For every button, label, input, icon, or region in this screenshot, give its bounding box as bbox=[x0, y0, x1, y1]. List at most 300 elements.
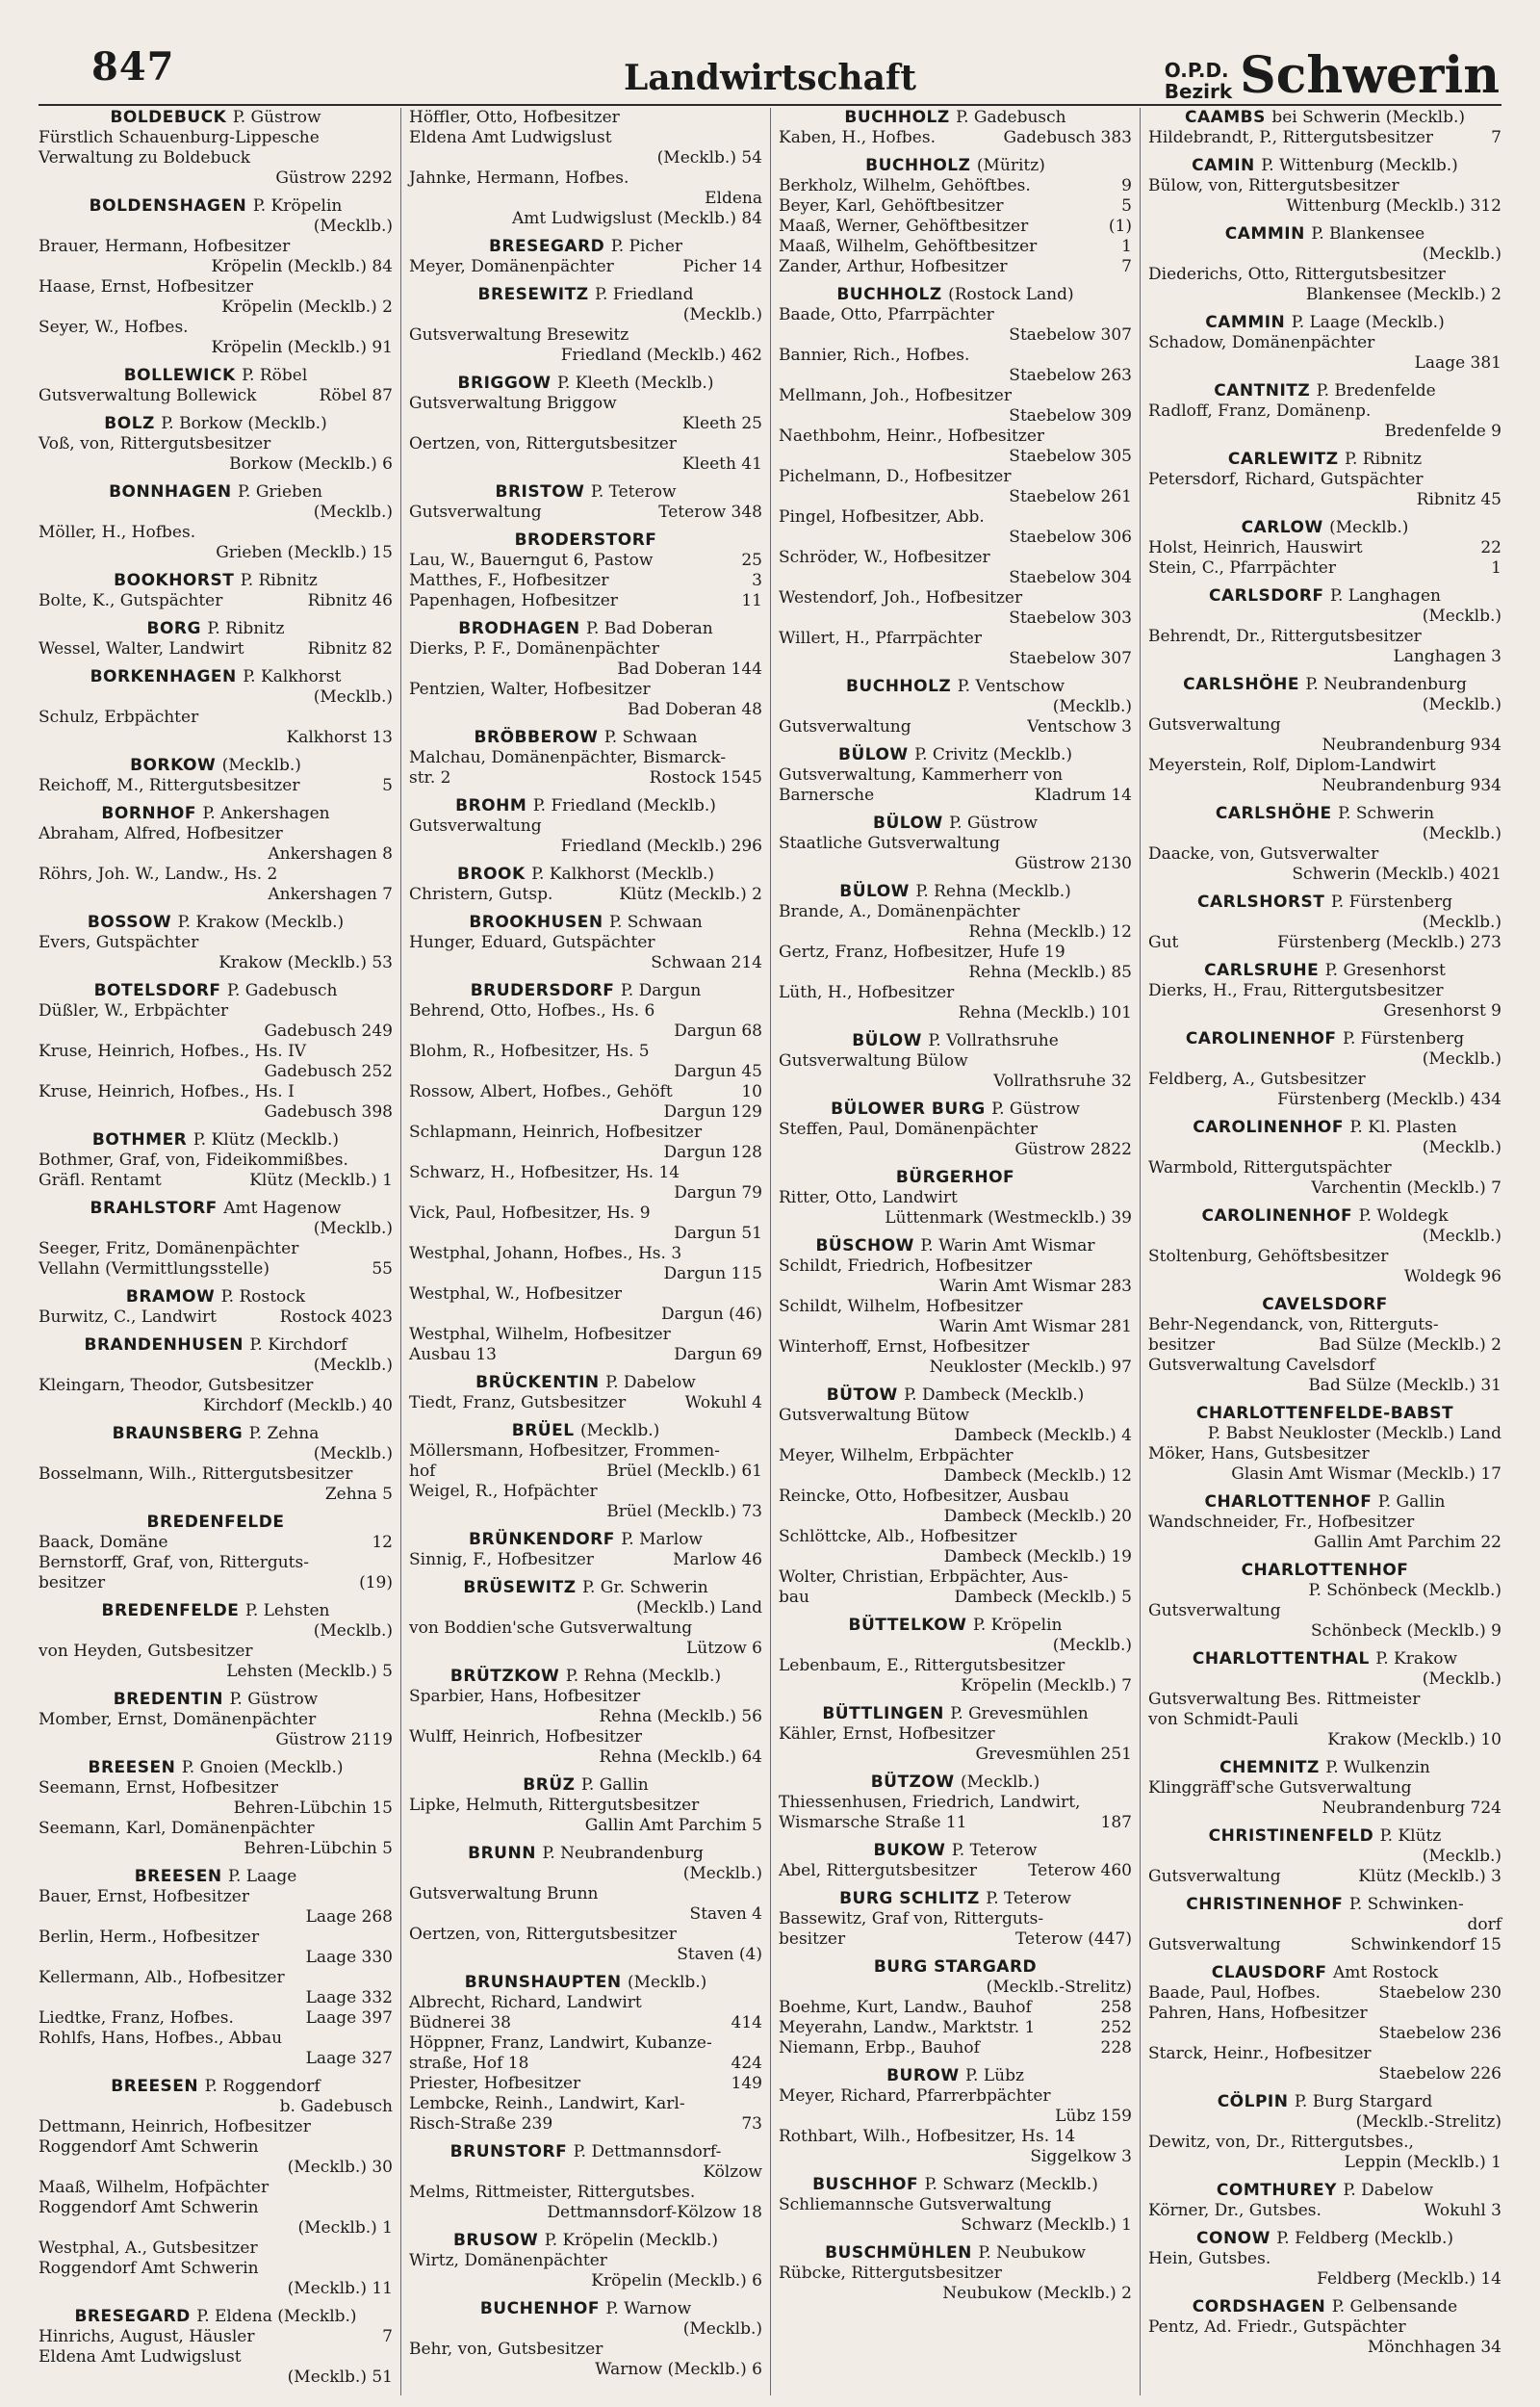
entry-line: Westphal, A., Gutsbesitzer bbox=[38, 2239, 258, 2258]
post-office: P. Dambeck (Mecklb.) bbox=[904, 1385, 1085, 1405]
entry-line bbox=[409, 2114, 762, 2135]
directory-entry bbox=[1148, 1826, 1502, 1887]
post-office: P. Güstrow bbox=[991, 1100, 1080, 1119]
entry-line: Diederichs, Otto, Rittergutsbesitzer bbox=[1148, 265, 1446, 284]
place-name: CARLSHÖHE bbox=[1183, 675, 1299, 694]
entry-line: Pahren, Hans, Hofbesitzer bbox=[1148, 2004, 1368, 2023]
post-office: (Mecklb.) bbox=[221, 756, 301, 775]
entry-line bbox=[38, 386, 393, 406]
entry-line: Roggendorf Amt Schwerin bbox=[38, 2137, 259, 2157]
entry-line: Dargun 129 bbox=[663, 1102, 762, 1122]
post-office: P. Kirchdorf bbox=[249, 1335, 347, 1355]
place-heading bbox=[38, 756, 393, 776]
post-office: P. Eldena (Mecklb.) bbox=[196, 2307, 357, 2326]
entry-line: Wolter, Christian, Erbpächter, Aus- bbox=[779, 1567, 1068, 1587]
entry-line: dorf bbox=[1467, 1915, 1502, 1934]
place-name: CLAUSDORF bbox=[1211, 1963, 1327, 1982]
entry-line: Woldegk 96 bbox=[1403, 1267, 1502, 1286]
place-heading bbox=[38, 1690, 393, 1710]
entry-text: Gutsverwaltung Bollewick bbox=[38, 386, 257, 405]
entry-line: Warin Amt Wismar 281 bbox=[938, 1317, 1132, 1336]
post-office: P. Friedland (Mecklb.) bbox=[532, 796, 716, 815]
entry-phone: 252 bbox=[1100, 2018, 1132, 2037]
post-office: P. Ventschow bbox=[957, 677, 1065, 696]
entry-line: Westphal, Wilhelm, Hofbesitzer bbox=[409, 1325, 671, 1344]
place-name: BÜLOW bbox=[852, 1031, 922, 1050]
entry-line: Güstrow 2119 bbox=[275, 1730, 393, 1749]
place-heading bbox=[1148, 224, 1502, 245]
directory-entry bbox=[38, 1758, 393, 1859]
directory-entry bbox=[38, 1867, 393, 2069]
entry-line: Schliemannsche Gutsverwaltung bbox=[779, 2195, 1052, 2214]
entry-line bbox=[409, 503, 762, 523]
post-office: P. Bredenfelde bbox=[1316, 381, 1436, 401]
post-office: P. Dettmannsdorf- bbox=[573, 2142, 722, 2161]
entry-line bbox=[409, 1550, 762, 1570]
entry-line: Kellermann, Alb., Hofbesitzer bbox=[38, 1968, 285, 1987]
entry-text: Kaben, H., Hofbes. bbox=[779, 128, 936, 147]
entry-line bbox=[409, 1345, 762, 1365]
entry-line: Seyer, W., Hofbes. bbox=[38, 318, 189, 337]
entry-phone: Picher 14 bbox=[682, 257, 762, 276]
entry-line: Staebelow 304 bbox=[1009, 568, 1132, 587]
entry-text: Risch-Straße 239 bbox=[409, 2114, 553, 2134]
place-heading bbox=[38, 619, 393, 639]
place-heading bbox=[409, 865, 762, 885]
entry-line: (Mecklb.) bbox=[1422, 607, 1502, 626]
directory-entry bbox=[779, 2066, 1132, 2167]
entry-line: Gutsverwaltung Bresewitz bbox=[409, 325, 629, 345]
entry-phone: Brüel (Mecklb.) 61 bbox=[606, 1462, 762, 1481]
post-office: P. Krakow bbox=[1375, 1649, 1458, 1669]
entry-text: besitzer bbox=[38, 1573, 106, 1592]
entry-line bbox=[779, 217, 1132, 237]
place-name: BOLLEWICK bbox=[123, 366, 236, 385]
place-name: BUCHHOLZ bbox=[865, 156, 971, 175]
place-name: BRIGGOW bbox=[457, 374, 552, 393]
entry-text: Christern, Gutsp. bbox=[409, 885, 553, 904]
directory-entry bbox=[779, 814, 1132, 874]
entry-text: Gutsverwaltung bbox=[1148, 1867, 1281, 1886]
place-heading bbox=[38, 482, 393, 503]
place-heading bbox=[779, 1773, 1132, 1793]
entry-line: Staebelow 236 bbox=[1378, 2024, 1502, 2043]
post-office: P. Gallin bbox=[580, 1775, 649, 1795]
entry-line: Gallin Amt Parchim 22 bbox=[1313, 1533, 1502, 1552]
entry-line: Behr-Negendanck, von, Ritterguts- bbox=[1148, 1315, 1439, 1334]
entry-line: Behren-Lübchin 15 bbox=[233, 1799, 393, 1818]
place-name: BROOKHUSEN bbox=[469, 913, 603, 932]
entry-line: Kleeth 41 bbox=[681, 454, 762, 474]
entry-line bbox=[779, 1588, 1132, 1608]
post-office: (Mecklb.) bbox=[579, 1421, 660, 1440]
entry-line: Gallin Amt Parchim 5 bbox=[584, 1816, 762, 1835]
entry-text: Papenhagen, Hofbesitzer bbox=[409, 591, 618, 610]
place-name: BRÜEL bbox=[511, 1421, 575, 1440]
place-name: CAROLINENHOF bbox=[1193, 1118, 1344, 1137]
entry-line bbox=[779, 196, 1132, 217]
entry-line: Brüel (Mecklb.) 73 bbox=[606, 1502, 762, 1521]
entry-phone: Rostock 1545 bbox=[649, 768, 762, 788]
place-heading bbox=[779, 1031, 1132, 1051]
entry-phone: 1 bbox=[1491, 558, 1502, 578]
place-name: BRÜZ bbox=[523, 1775, 576, 1795]
entry-line: Höppner, Franz, Landwirt, Kubanze- bbox=[409, 2033, 712, 2053]
directory-entry bbox=[38, 571, 393, 611]
entry-line: Schulz, Erbpächter bbox=[38, 708, 199, 727]
entry-line: Kölzow bbox=[703, 2162, 762, 2182]
entry-phone: 10 bbox=[741, 1082, 762, 1101]
directory-entry bbox=[1148, 224, 1502, 305]
place-name: CORDSHAGEN bbox=[1192, 2297, 1326, 2316]
entry-line: (Mecklb.) bbox=[313, 687, 393, 707]
entry-line: Güstrow 2292 bbox=[275, 168, 393, 188]
entry-line: Staebelow 303 bbox=[1009, 608, 1132, 628]
entry-phone: 55 bbox=[372, 1259, 393, 1279]
entry-line: Lüth, H., Hofbesitzer bbox=[779, 983, 955, 1002]
entry-text: besitzer bbox=[1148, 1335, 1216, 1355]
entry-line: (Mecklb.-Strelitz) bbox=[1355, 2112, 1502, 2132]
post-office: P. Schwaan bbox=[603, 728, 698, 747]
entry-line bbox=[1148, 538, 1502, 558]
place-heading bbox=[779, 1704, 1132, 1724]
entry-line: Staebelow 226 bbox=[1378, 2064, 1502, 2083]
entry-phone: Staebelow 230 bbox=[1378, 1983, 1502, 2003]
place-heading bbox=[1148, 108, 1502, 128]
entry-line: Behrendt, Dr., Rittergutsbesitzer bbox=[1148, 627, 1422, 646]
directory-entry bbox=[409, 482, 762, 523]
entry-phone: Ribnitz 82 bbox=[307, 639, 393, 659]
entry-line: Gadebusch 252 bbox=[264, 1062, 393, 1081]
place-name: CARLSHORST bbox=[1196, 893, 1325, 912]
directory-entry bbox=[779, 1889, 1132, 1950]
entry-line bbox=[38, 2008, 393, 2029]
entry-line: (Mecklb.) 54 bbox=[656, 148, 762, 168]
place-name: CAMIN bbox=[1192, 156, 1255, 175]
directory-entry bbox=[1148, 450, 1502, 510]
post-office: P. Röbel bbox=[242, 366, 308, 385]
entry-line bbox=[779, 237, 1132, 257]
place-heading bbox=[1148, 518, 1502, 538]
place-heading bbox=[409, 1844, 762, 1864]
entry-line: Bad Sülze (Mecklb.) 31 bbox=[1308, 1376, 1502, 1395]
entry-text: Priester, Hofbesitzer bbox=[409, 2074, 581, 2093]
directory-entry bbox=[38, 981, 393, 1123]
entry-line: Gutsverwaltung Bülow bbox=[779, 1051, 968, 1071]
entry-line: Lützow 6 bbox=[685, 1639, 762, 1658]
place-name: BURG SCHLITZ bbox=[839, 1889, 980, 1908]
entry-line: (Mecklb.) bbox=[1052, 697, 1132, 716]
place-name: CARLEWITZ bbox=[1227, 450, 1339, 469]
place-name: BRISTOW bbox=[495, 482, 585, 502]
entry-line: Schlapmann, Heinrich, Hofbesitzer bbox=[409, 1123, 703, 1142]
entry-line: Maaß, Wilhelm, Hofpächter bbox=[38, 2178, 270, 2197]
directory-entry bbox=[1148, 2181, 1502, 2221]
place-name: CONOW bbox=[1196, 2229, 1270, 2248]
entry-line: Pentz, Ad. Friedr., Gutspächter bbox=[1148, 2317, 1406, 2337]
directory-entry bbox=[409, 374, 762, 475]
post-office: P. Rehna (Mecklb.) bbox=[915, 882, 1071, 901]
place-name: BORKOW bbox=[130, 756, 217, 775]
entry-line bbox=[1148, 1335, 1502, 1356]
entry-phone: 25 bbox=[741, 551, 762, 570]
entry-line: (Mecklb.) bbox=[1422, 1138, 1502, 1157]
entry-line: Roggendorf Amt Schwerin bbox=[38, 2198, 259, 2217]
entry-text: Baade, Paul, Hofbes. bbox=[1148, 1983, 1321, 2003]
entry-line: von Schmidt-Pauli bbox=[1148, 1710, 1298, 1729]
entry-line: Kröpelin (Mecklb.) 84 bbox=[211, 257, 393, 276]
entry-phone: Dargun 69 bbox=[674, 1345, 762, 1364]
entry-phone: 258 bbox=[1100, 1998, 1132, 2017]
place-name: BREESEN bbox=[111, 2077, 199, 2096]
entry-line: Staebelow 309 bbox=[1009, 406, 1132, 426]
place-heading bbox=[409, 237, 762, 257]
entry-phone: 7 bbox=[382, 2327, 393, 2346]
place-name: BRUNSHAUPTEN bbox=[464, 1973, 622, 1992]
entry-line: Baade, Otto, Pfarrpächter bbox=[779, 305, 994, 324]
entry-line: Seemann, Karl, Domänenpächter bbox=[38, 1819, 315, 1838]
entry-line: Hunger, Eduard, Gutspächter bbox=[409, 933, 655, 952]
entry-line: Ribnitz 45 bbox=[1416, 490, 1502, 509]
entry-line: Meyerstein, Rolf, Diplom-Landwirt bbox=[1148, 756, 1436, 775]
entry-line: Gutsverwaltung bbox=[1148, 1601, 1281, 1620]
place-heading bbox=[779, 108, 1132, 128]
place-heading bbox=[38, 2307, 393, 2327]
directory-entry bbox=[409, 1844, 762, 1965]
entry-line: Winterhoff, Ernst, Hofbesitzer bbox=[779, 1337, 1030, 1357]
directory-entry bbox=[409, 2299, 762, 2380]
entry-line bbox=[779, 2038, 1132, 2058]
post-office: P. Vollrathsruhe bbox=[928, 1031, 1059, 1050]
entry-line: Westendorf, Joh., Hofbesitzer bbox=[779, 588, 1023, 608]
directory-entry bbox=[409, 2142, 762, 2223]
entry-line: Gutsverwaltung Bütow bbox=[779, 1406, 970, 1425]
entry-line: Bad Doberan 48 bbox=[628, 700, 762, 719]
entry-line: Lipke, Helmuth, Rittergutsbesitzer bbox=[409, 1796, 700, 1815]
place-heading bbox=[779, 2175, 1132, 2195]
place-name: CARLSRUHE bbox=[1204, 961, 1320, 980]
entry-line: Gutsverwaltung, Kammerherr von bbox=[779, 765, 1064, 785]
entry-line: Grevesmühlen 251 bbox=[975, 1745, 1132, 1764]
entry-line: P. Schönbeck (Mecklb.) bbox=[1308, 1581, 1502, 1600]
place-heading bbox=[409, 2231, 762, 2251]
place-heading bbox=[779, 1385, 1132, 1406]
entry-line: Naethbohm, Heinr., Hofbesitzer bbox=[779, 427, 1045, 446]
entry-text: Bolte, K., Gutspächter bbox=[38, 591, 223, 610]
entry-phone: Rostock 4023 bbox=[279, 1307, 393, 1327]
entry-line: Kröpelin (Mecklb.) 2 bbox=[221, 298, 393, 317]
entry-phone: 414 bbox=[731, 2013, 762, 2032]
entry-phone: Gadebusch 383 bbox=[1003, 128, 1132, 147]
entry-line bbox=[779, 786, 1132, 806]
post-office: P. Rostock bbox=[220, 1287, 306, 1307]
column-4 bbox=[1140, 108, 1509, 2395]
place-heading bbox=[38, 1335, 393, 1356]
entry-line: Eldena Amt Ludwigslust bbox=[38, 2347, 242, 2367]
place-heading bbox=[409, 2142, 762, 2162]
place-heading bbox=[409, 1421, 762, 1441]
place-name: BOLDEBUCK bbox=[110, 108, 227, 127]
district-name: Schwerin bbox=[1240, 46, 1500, 105]
entry-line bbox=[779, 1813, 1132, 1833]
entry-line: Stoltenburg, Gehöftsbesitzer bbox=[1148, 1247, 1389, 1266]
place-heading bbox=[1148, 804, 1502, 824]
entry-text: Holst, Heinrich, Hauswirt bbox=[1148, 538, 1363, 557]
place-name: BRAMOW bbox=[125, 1287, 216, 1307]
entry-line: Pichelmann, D., Hofbesitzer bbox=[779, 467, 1012, 486]
entry-line: (Mecklb.) 11 bbox=[287, 2279, 393, 2298]
entry-phone: Teterow 348 bbox=[658, 503, 762, 522]
place-name: BÜTTELKOW bbox=[848, 1616, 967, 1635]
entry-line: Seemann, Ernst, Hofbesitzer bbox=[38, 1778, 279, 1798]
entry-text: Berkholz, Wilhelm, Gehöftbes. bbox=[779, 176, 1031, 195]
entry-line: Dierks, P. F., Domänenpächter bbox=[409, 639, 659, 659]
entry-line: Rehna (Mecklb.) 101 bbox=[958, 1003, 1132, 1022]
entry-phone: Ribnitz 46 bbox=[307, 591, 393, 610]
entry-line: Staebelow 306 bbox=[1009, 528, 1132, 547]
post-office: P. Güstrow bbox=[949, 814, 1038, 833]
place-heading bbox=[38, 1424, 393, 1444]
entry-line bbox=[409, 1082, 762, 1102]
entry-line: Amt Ludwigslust (Mecklb.) 84 bbox=[511, 209, 762, 228]
entry-line: (Mecklb.) bbox=[1422, 245, 1502, 264]
place-heading bbox=[1148, 1492, 1502, 1513]
place-name: BREESEN bbox=[88, 1758, 176, 1777]
entry-line: Gadebusch 249 bbox=[264, 1022, 393, 1041]
entry-line: Laage 327 bbox=[305, 2049, 393, 2068]
entry-line: Vollrathsruhe 32 bbox=[993, 1072, 1132, 1091]
entry-phone: 3 bbox=[752, 571, 762, 590]
entry-line: Staebelow 261 bbox=[1009, 487, 1132, 506]
place-heading bbox=[409, 619, 762, 639]
entry-text: Maaß, Werner, Gehöftbesitzer bbox=[779, 217, 1029, 236]
entry-line: Rehna (Mecklb.) 12 bbox=[968, 922, 1132, 942]
entry-line: Dargun 115 bbox=[663, 1264, 762, 1283]
place-heading bbox=[409, 2299, 762, 2319]
directory-entry bbox=[779, 1616, 1132, 1696]
entry-line: Gutsverwaltung bbox=[1148, 715, 1281, 735]
directory-entry bbox=[779, 2243, 1132, 2304]
entry-line: Neubukow (Mecklb.) 2 bbox=[942, 2284, 1132, 2303]
entry-phone: Kladrum 14 bbox=[1034, 786, 1132, 805]
entry-phone: Röbel 87 bbox=[319, 386, 393, 405]
post-office: P. Neubrandenburg bbox=[542, 1844, 704, 1863]
place-name: CANTNITZ bbox=[1214, 381, 1311, 401]
entry-line: Röhrs, Joh. W., Landw., Hs. 2 bbox=[38, 865, 278, 884]
entry-line: Bassewitz, Graf von, Ritterguts- bbox=[779, 1909, 1044, 1928]
entry-line: Friedland (Mecklb.) 296 bbox=[560, 837, 762, 856]
section-title: Landwirtschaft bbox=[623, 58, 917, 98]
entry-line: Schadow, Domänenpächter bbox=[1148, 333, 1375, 352]
entry-line: (Mecklb.) bbox=[1052, 1636, 1132, 1655]
entry-line: Evers, Gutspächter bbox=[38, 933, 199, 952]
entry-phone: Klütz (Mecklb.) 2 bbox=[619, 885, 762, 904]
entry-line bbox=[409, 551, 762, 571]
place-heading bbox=[1148, 893, 1502, 913]
entry-line: Dambeck (Mecklb.) 20 bbox=[943, 1507, 1132, 1526]
entry-line bbox=[1148, 2201, 1502, 2221]
entry-line: Warnow (Mecklb.) 6 bbox=[595, 2360, 762, 2379]
entry-text: Zander, Arthur, Hofbesitzer bbox=[779, 257, 1008, 276]
entry-phone: 9 bbox=[1121, 176, 1132, 195]
entry-line: (Mecklb.) bbox=[1422, 1847, 1502, 1866]
place-name: BREDENFELDE bbox=[101, 1601, 240, 1620]
post-office: P. Fürstenberg bbox=[1342, 1029, 1465, 1048]
place-heading bbox=[1148, 1826, 1502, 1847]
post-office: Amt Rostock bbox=[1332, 1963, 1439, 1982]
post-office: (Mecklb.) bbox=[628, 1973, 707, 1992]
entry-line: Rehna (Mecklb.) 85 bbox=[968, 963, 1132, 982]
entry-line: Gertz, Franz, Hofbesitzer, Hufe 19 bbox=[779, 943, 1065, 962]
entry-line bbox=[779, 176, 1132, 196]
entry-line: Bernstorff, Graf, von, Ritterguts- bbox=[38, 1553, 309, 1572]
post-office: Amt Hagenow bbox=[223, 1199, 342, 1218]
directory-entry bbox=[409, 108, 762, 229]
place-name: BÜTOW bbox=[826, 1385, 898, 1405]
directory-entry bbox=[38, 1130, 393, 1191]
place-name: BRÜTZKOW bbox=[449, 1667, 560, 1686]
directory-entry bbox=[409, 796, 762, 857]
entry-phone: Wokuhl 4 bbox=[684, 1393, 762, 1412]
directory-columns bbox=[31, 108, 1509, 2387]
entry-text: Meyerahn, Landw., Marktstr. 1 bbox=[779, 2018, 1036, 2037]
place-name: BRODHAGEN bbox=[458, 619, 580, 638]
post-office: (Mecklb.) bbox=[961, 1773, 1040, 1792]
page-header bbox=[38, 37, 1502, 106]
post-office: P. Laage bbox=[227, 1867, 297, 1886]
place-heading bbox=[38, 1601, 393, 1621]
place-heading bbox=[409, 482, 762, 503]
entry-phone: Teterow 460 bbox=[1028, 1861, 1132, 1880]
place-heading bbox=[779, 1957, 1132, 1978]
entry-line bbox=[38, 591, 393, 611]
entry-line: Brauer, Hermann, Hofbesitzer bbox=[38, 237, 291, 256]
place-name: BUSCHHOF bbox=[812, 2175, 919, 2194]
entry-line: Westphal, Johann, Hofbes., Hs. 3 bbox=[409, 1244, 682, 1263]
entry-line: von Boddien'sche Gutsverwaltung bbox=[409, 1618, 693, 1638]
place-heading bbox=[779, 156, 1132, 176]
place-name: BÜRGERHOF bbox=[895, 1168, 1015, 1187]
place-name: BRESEWITZ bbox=[477, 285, 589, 304]
post-office: P. Blankensee bbox=[1311, 224, 1425, 244]
post-office: P. Teterow bbox=[986, 1889, 1071, 1908]
place-name: BRÜSEWITZ bbox=[463, 1578, 577, 1597]
entry-line: Dambeck (Mecklb.) 4 bbox=[954, 1426, 1132, 1445]
directory-entry bbox=[779, 2175, 1132, 2236]
place-heading bbox=[38, 804, 393, 824]
entry-text: Boehme, Kurt, Landw., Bauhof bbox=[779, 1998, 1032, 2017]
entry-line: Ritter, Otto, Landwirt bbox=[779, 1188, 958, 1207]
entry-text: Gutsverwaltung bbox=[409, 503, 542, 522]
entry-line bbox=[1148, 1935, 1502, 1955]
entry-line: Laage 268 bbox=[305, 1907, 393, 1927]
directory-entry bbox=[409, 981, 762, 1365]
entry-line: Staebelow 307 bbox=[1009, 325, 1132, 345]
entry-line bbox=[409, 571, 762, 591]
place-heading bbox=[1148, 961, 1502, 981]
place-heading bbox=[38, 366, 393, 386]
post-office: P. Dargun bbox=[620, 981, 702, 1000]
entry-line: Schwarz (Mecklb.) 1 bbox=[961, 2215, 1132, 2235]
entry-line: Staebelow 307 bbox=[1009, 649, 1132, 668]
entry-line: Eldena bbox=[705, 189, 762, 208]
post-office: P. Gadebusch bbox=[956, 108, 1066, 127]
entry-text: Burwitz, C., Landwirt bbox=[38, 1307, 217, 1327]
post-office: P. Schwaan bbox=[608, 913, 703, 932]
place-heading bbox=[1148, 1206, 1502, 1227]
entry-line: Dargun 128 bbox=[663, 1143, 762, 1162]
entry-line: Grieben (Mecklb.) 15 bbox=[216, 543, 393, 562]
